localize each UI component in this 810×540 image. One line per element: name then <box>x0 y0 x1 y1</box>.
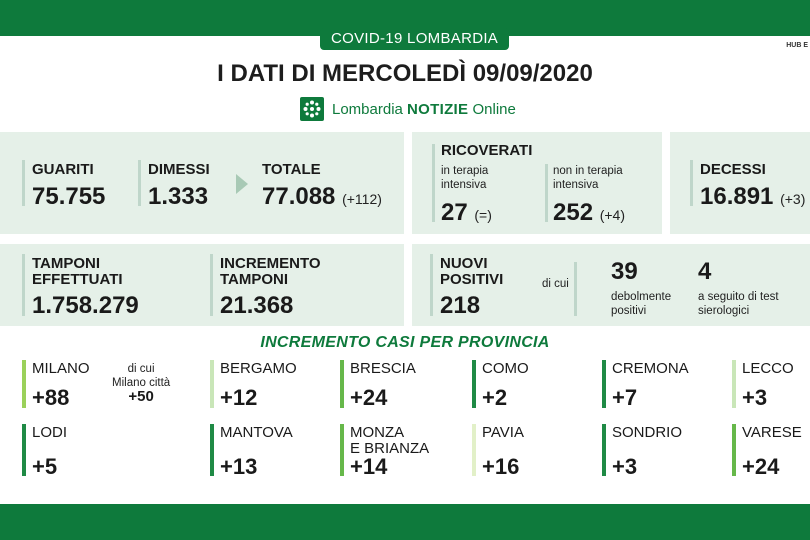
province-bar <box>472 424 476 476</box>
totale-label: TOTALE <box>262 161 321 178</box>
province-bar <box>602 360 606 408</box>
totale-value: 77.088 (+112) <box>262 183 382 210</box>
province-bar <box>340 424 344 476</box>
incremento-tamponi-label: INCREMENTO TAMPONI <box>220 255 321 288</box>
dimessi-label: DIMESSI <box>148 161 210 178</box>
province-value-cremona: +7 <box>612 385 638 410</box>
nuovi-positivi-value: 218 <box>440 292 481 319</box>
province-name-lodi: LODI <box>32 424 68 441</box>
province-value-mantova: +13 <box>220 454 258 479</box>
dimessi-value: 1.333 <box>148 183 209 210</box>
tamponi-effettuati-value: 1.758.279 <box>32 292 139 319</box>
province-bar <box>732 360 736 408</box>
totale-delta: (+112) <box>342 191 382 207</box>
province-name-como: COMO <box>482 360 529 377</box>
province-name-pavia: PAVIA <box>482 424 524 441</box>
divider <box>432 144 435 222</box>
province-value-milano: +88 <box>32 385 70 410</box>
province-bar <box>472 360 476 408</box>
di-cui-label: di cui <box>542 278 569 290</box>
province-bar <box>210 360 214 408</box>
arrow-right-icon <box>236 174 248 194</box>
debolmente-label: debolmente positivi <box>611 291 672 317</box>
section-title: INCREMENTO CASI PER PROVINCIA <box>260 334 550 351</box>
sierologici-label: a seguito di test sierologici <box>698 291 779 317</box>
tamponi-effettuati-label: TAMPONI EFFETTUATI <box>32 255 123 288</box>
province-bar <box>602 424 606 476</box>
decessi-label: DECESSI <box>700 161 766 178</box>
divider <box>430 254 433 316</box>
province-value-sondrio: +3 <box>612 454 638 479</box>
nti-label: non in terapia intensiva <box>553 165 623 191</box>
region-pill: COVID-19 LOMBARDIA <box>320 28 509 50</box>
province-bar <box>210 424 214 476</box>
debolmente-value: 39 <box>611 258 638 285</box>
province-name-bergamo: BERGAMO <box>220 360 297 377</box>
nuovi-positivi-label: NUOVI POSITIVI <box>440 255 504 288</box>
province-name-milano: MILANO <box>32 360 90 377</box>
divider <box>690 160 693 206</box>
province-name-lecco: LECCO <box>742 360 794 377</box>
province-bar <box>732 424 736 476</box>
province-name-varese: VARESE <box>742 424 802 441</box>
province-bar <box>340 360 344 408</box>
divider <box>545 164 548 222</box>
brand-logo <box>300 96 516 122</box>
bottom-bar <box>0 504 810 540</box>
nti-value: 252 (+4) <box>553 199 626 226</box>
brand-name: Lombardia NOTIZIE Online <box>332 100 516 118</box>
province-name-monza: MONZA E BRIANZA <box>350 424 430 457</box>
divider <box>22 160 25 206</box>
province-value-pavia: +16 <box>482 454 520 479</box>
divider <box>22 254 25 316</box>
guariti-label: GUARITI <box>32 161 94 178</box>
divider <box>138 160 141 206</box>
province-value-bergamo: +12 <box>220 385 258 410</box>
province-name-mantova: MANTOVA <box>220 424 293 441</box>
ti-delta: (=) <box>474 207 492 223</box>
province-value-brescia: +24 <box>350 385 388 410</box>
province-name-brescia: BRESCIA <box>350 360 416 377</box>
divider <box>574 262 577 316</box>
ti-value: 27 (=) <box>441 199 492 226</box>
province-bar <box>22 360 26 408</box>
milano-citta-note: di cui Milano città +50 <box>112 363 171 405</box>
hub-label: HUB E <box>786 42 808 49</box>
incremento-tamponi-value: 21.368 <box>220 292 294 319</box>
rosa-camuna-icon <box>300 97 324 121</box>
province-value-lecco: +3 <box>742 385 768 410</box>
province-value-lodi: +5 <box>32 454 58 479</box>
decessi-value: 16.891 (+3) <box>700 183 806 210</box>
province-bar <box>22 424 26 476</box>
province-value-como: +2 <box>482 385 508 410</box>
province-name-sondrio: SONDRIO <box>612 424 683 441</box>
page-title: I DATI DI MERCOLEDÌ 09/09/2020 <box>217 60 593 87</box>
ti-label: in terapia intensiva <box>441 165 489 191</box>
province-name-cremona: CREMONA <box>612 360 689 377</box>
guariti-value: 75.755 <box>32 183 106 210</box>
ricoverati-label: RICOVERATI <box>441 142 533 159</box>
divider <box>210 254 213 316</box>
province-value-varese: +24 <box>742 454 780 479</box>
province-value-monza: +14 <box>350 454 388 479</box>
decessi-delta: (+3) <box>780 191 806 207</box>
nti-delta: (+4) <box>599 207 626 223</box>
sierologici-value: 4 <box>698 258 712 285</box>
